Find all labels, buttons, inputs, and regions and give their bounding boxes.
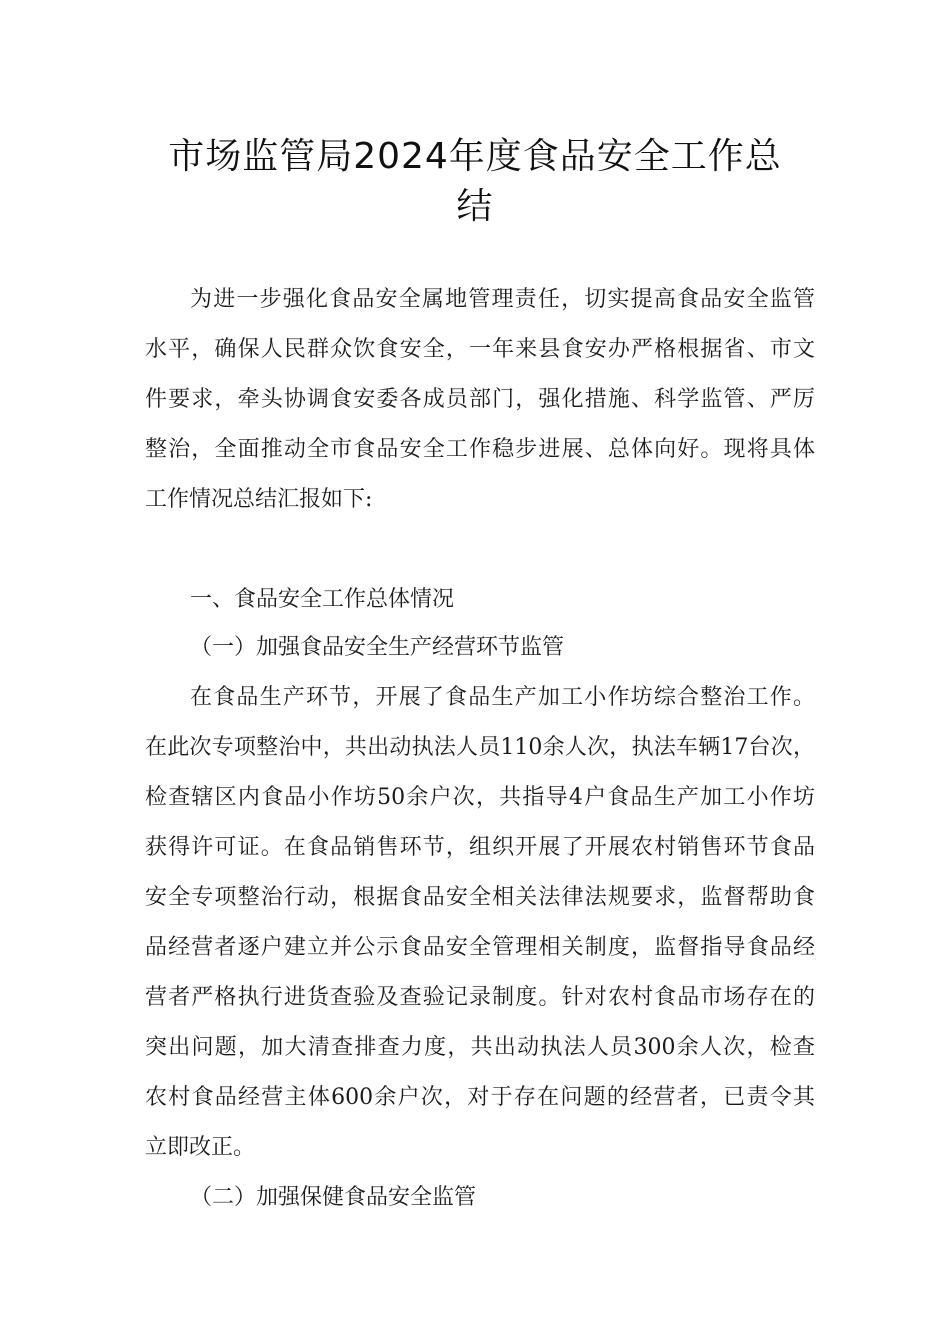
subsection-heading: （一）加强食品安全生产经营环节监管 xyxy=(190,635,565,660)
body-line: 在食品生产环节，开展了食品生产加工小作坊综合整治工作。 xyxy=(190,685,815,710)
title-line-1: 市场监管局2024年度食品安全工作总 xyxy=(168,136,782,177)
subsection-heading: （二）加强保健食品安全监管 xyxy=(190,1185,477,1210)
body-line: 检查辖区内食品小作坊50余户次，共指导4户食品生产加工小作坊 xyxy=(145,785,815,810)
body-line: 突出问题，加大清查排查力度，共出动执法人员300余人次，检查 xyxy=(145,1035,815,1060)
body-line: 农村食品经营主体600余户次，对于存在问题的经营者，已责令其 xyxy=(145,1085,815,1110)
body-line: 获得许可证。在食品销售环节，组织开展了开展农村销售环节食品 xyxy=(145,835,815,860)
intro-line: 件要求，牵头协调食安委各成员部门，强化措施、科学监管、严厉 xyxy=(145,387,815,412)
intro-line: 工作情况总结汇报如下: xyxy=(145,487,373,512)
intro-line: 水平，确保人民群众饮食安全，一年来县食安办严格根据省、市文 xyxy=(145,337,815,362)
body-line: 立即改正。 xyxy=(145,1135,256,1160)
body-line: 安全专项整治行动，根据食品安全相关法律法规要求，监督帮助食 xyxy=(145,885,815,910)
intro-line: 整治，全面推动全市食品安全工作稳步进展、总体向好。现将具体 xyxy=(145,437,815,462)
intro-line: 为进一步强化食品安全属地管理责任，切实提高食品安全监管 xyxy=(190,287,815,312)
section-heading: 一、食品安全工作总体情况 xyxy=(190,587,455,612)
body-line: 品经营者逐户建立并公示食品安全管理相关制度，监督指导食品经 xyxy=(145,935,815,960)
title-line-2: 结 xyxy=(456,186,494,227)
body-line: 营者严格执行进货查验及查验记录制度。针对农村食品市场存在的 xyxy=(145,985,815,1010)
document-title xyxy=(145,132,805,232)
body-line: 在此次专项整治中，共出动执法人员110余人次，执法车辆17台次， xyxy=(145,735,815,760)
